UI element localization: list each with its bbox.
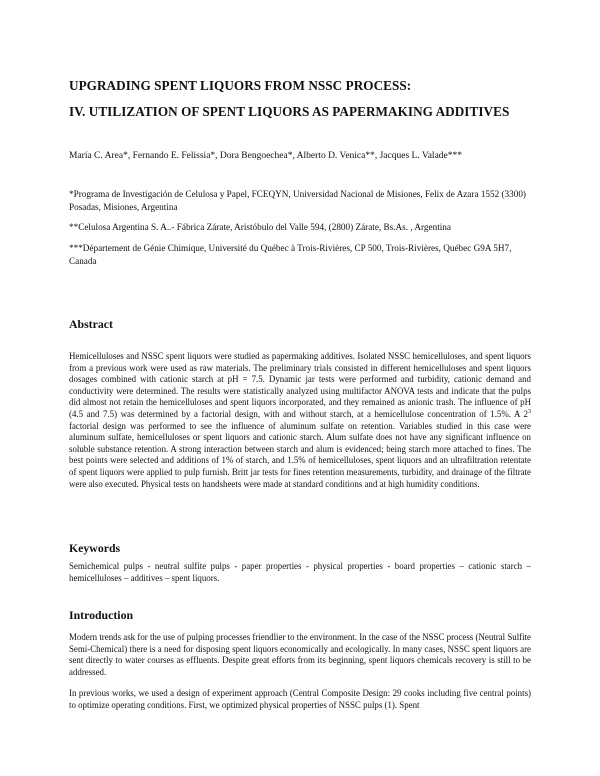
abstract-text — [69, 351, 531, 490]
introduction-paragraph-1: Modern trends ask for the use of pulping processes friendlier to the environment. In the case of the NSSC process (Neutral Sulfite Semi-Chemical) there is a need for disposing spent liquors economically and ecologically. In many cases, NSSC spent liquors are sent directly to water courses as effluents. Despite great efforts from its beginning, spent liquors chemicals recovery is still to be addressed. — [69, 632, 531, 677]
keywords-heading: Keywords — [69, 541, 121, 555]
abstract-text-part-2: factorial design was performed to see the influence of aluminum sulfate on retention. Variables studied in this case were aluminum sulfate, hemicelluloses or spent liquors and cationic starch. Alum sulfate does not have any significant influence on soluble substance retention. A strong interaction between starch and alum is evidenced; being starch more attached to fines. The best points were selected and additions of 1% of starch, and 1.5% of hemicelluloses, spent liquors and an ultrafiltration retentate of spent liquors were applied to pulp furnish. Britt jar tests for fines retention measurements, turbidity, and drainage of the filtrate were also executed. Physical tests on handsheets were made at standard conditions and at high humidity conditions. — [69, 420, 531, 489]
affiliation-1: *Programa de Investigación de Celulosa y Papel, FCEQYN, Universidad Nacional de Misiones, Felix de Azara 1552 (3300) Posadas, Misiones, Argentina — [69, 189, 526, 212]
introduction-paragraph-2: In previous works, we used a design of experiment approach (Central Composite Design: 29 cooks including five central points) to optimize operating conditions. First, we optimized physical properties of NSSC pulps (1). Spent — [69, 688, 531, 710]
introduction-heading: Introduction — [69, 608, 134, 622]
author-list: María C. Area*, Fernando E. Felissia*, Dora Bengoechea*, Alberto D. Venica**, Jacques L. Valade*** — [69, 151, 463, 161]
abstract-heading: Abstract — [69, 317, 113, 331]
abstract-superscript: 3 — [528, 409, 531, 415]
paper-title-line-1: UPGRADING SPENT LIQUORS FROM NSSC PROCESS: — [69, 78, 412, 93]
abstract-text-part-1: Hemicelluloses and NSSC spent liquors were studied as papermaking additives. Isolated NSSC hemicelluloses, and spent liquors from a previous work were used as raw materials. The preliminary trials consisted in different hemicelluloses and spent liquors dosages combined with cationic starch at pH = 7.5. Dynamic jar tests were performed and turbidity, cationic demand and conductivity were determined. The results were statistically analyzed using multifactor ANOVA tests and indicate that the pulps did almost not retain the hemicelluloses and spent liquors incorporated, and they remained as anionic trash. The influence of pH (4.5 and 7.5) was determined by a factorial design, with and without starch, at a hemicellulose concentration of 1.5%. A 2 — [69, 351, 531, 419]
paper-title-line-2: IV. UTILIZATION OF SPENT LIQUORS AS PAPERMAKING ADDITIVES — [69, 104, 510, 119]
affiliation-2: **Celulosa Argentina S. A..- Fábrica Zárate, Aristóbulo del Valle 594, (2800) Zárate, Bs.As. , Argentina — [69, 222, 451, 232]
keywords-text: Semichemical pulps - neutral sulfite pulps - paper properties - physical properties - board properties – cationic starch – hemicelluloses – additives – spent liquors. — [69, 561, 531, 583]
affiliation-3: ***Département de Génie Chimique, Université du Québec à Trois-Rivières, CP 500, Trois-Rivières, Québec G9A 5H7, Canada — [69, 243, 512, 266]
